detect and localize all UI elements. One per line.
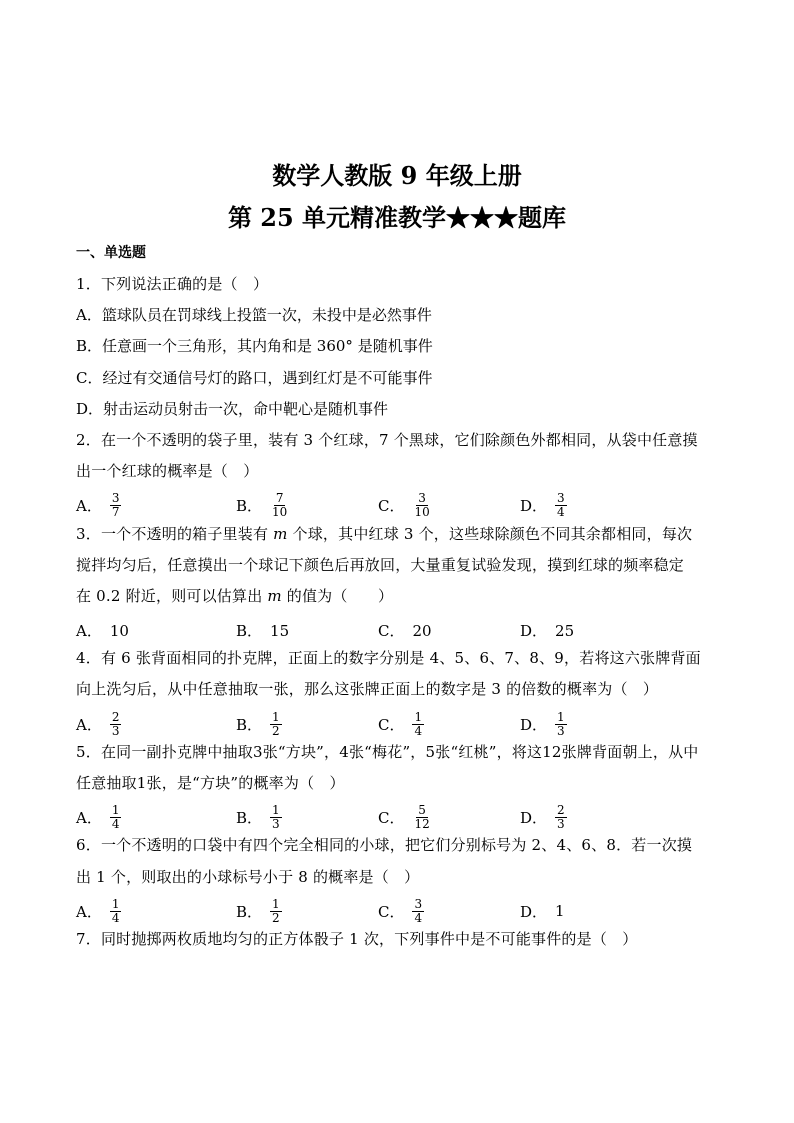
fraction: $\frac{3}{4}$ <box>414 896 423 925</box>
question-2-stem-line-1: 2．在一个不透明的袋子里，装有 3 个红球，7 个黑球，它们除颜色外都相同，从袋中任意摸 <box>76 430 698 449</box>
question-5-stem-line-1: 5．在同一副扑克牌中抽取3张“方块”，4张“梅花”，5张“红桃”，将这12张牌背面朝上，从中 <box>76 742 699 761</box>
question-3-option-a: A． 10 <box>76 621 129 641</box>
question-4-option-b: B． $\frac{1}{2}$ <box>236 709 280 738</box>
fraction: $\frac{1}{2}$ <box>272 896 280 925</box>
question-1-option-a: A．篮球队员在罚球线上投篮一次，未投中是必然事件 <box>76 306 432 325</box>
question-2-stem-line-2: 出一个红球的概率是（ ） <box>76 462 259 481</box>
question-3-option-c: C． 20 <box>378 621 432 641</box>
question-6-option-c: C． $\frac{3}{4}$ <box>378 896 423 925</box>
question-5-option-b: B． $\frac{1}{3}$ <box>236 803 280 832</box>
fraction: $\frac{3}{4}$ <box>557 491 565 520</box>
fraction: $\frac{5}{12}$ <box>414 803 430 832</box>
question-2-option-b: B． $\frac{7}{10}$ <box>236 491 288 520</box>
question-2-option-c: C． $\frac{3}{10}$ <box>378 491 430 520</box>
document-subtitle: 第 25 单元精准教学★★★题库 <box>227 203 567 232</box>
fraction: $\frac{1}{4}$ <box>111 896 120 925</box>
question-4-option-d: D． $\frac{1}{3}$ <box>520 709 565 738</box>
question-1-stem: 1．下列说法正确的是（ ） <box>76 275 269 293</box>
question-3-option-b: B． 15 <box>236 621 290 641</box>
question-6-option-a: A． $\frac{1}{4}$ <box>76 896 120 925</box>
question-5-option-a: A． $\frac{1}{4}$ <box>76 803 120 832</box>
fraction: $\frac{7}{10}$ <box>272 491 288 520</box>
fraction: $\frac{1}{4}$ <box>111 803 120 832</box>
question-4-option-a: A． $\frac{2}{3}$ <box>76 709 120 738</box>
fraction: $\frac{2}{3}$ <box>557 803 565 832</box>
question-6-stem-line-2: 出 1 个，则取出的小球标号小于 8 的概率是（ ） <box>76 867 420 886</box>
fraction: $\frac{3}{7}$ <box>111 491 120 520</box>
question-3-options <box>76 615 720 646</box>
question-3-stem-line-1: 3．一个不透明的箱子里装有 m 个球，其中红球 3 个，这些球除颜色不同其余都相同，每次 <box>76 524 693 543</box>
question-5-stem-line-2: 任意抽取1张，是“方块”的概率为（ ） <box>76 774 345 792</box>
fraction: $\frac{1}{2}$ <box>272 709 280 738</box>
question-1-option-b: B．任意画一个三角形，其内角和是 360° 是随机事件 <box>76 337 433 356</box>
question-3-option-d: D． 25 <box>520 621 575 641</box>
section-heading: 一、单选题 <box>76 245 146 261</box>
question-5-option-c: C． $\frac{5}{12}$ <box>378 803 430 832</box>
question-1-option-d: D．射击运动员射击一次，命中靶心是随机事件 <box>76 399 389 418</box>
question-2-option-a: A． $\frac{3}{7}$ <box>76 491 120 520</box>
question-4-options <box>76 709 720 740</box>
fraction: $\frac{3}{10}$ <box>414 491 430 520</box>
fraction: $\frac{1}{3}$ <box>272 803 280 832</box>
question-4-stem-line-1: 4．有 6 张背面相同的扑克牌，正面上的数字分别是 4、5、6、7、8、9，若将这六张牌背面 <box>76 649 701 668</box>
question-2-options <box>76 490 720 521</box>
fraction: $\frac{2}{3}$ <box>111 709 120 738</box>
question-3-stem-line-3: 在 0.2 附近，则可以估算出 m 的值为（ ） <box>76 586 394 605</box>
document-title: 数学人教版 9 年级上册 <box>272 161 522 190</box>
question-7-stem: 7．同时抛掷两枚质地均匀的正方体骰子 1 次，下列事件中是不可能事件的是（ ） <box>76 929 638 948</box>
question-list <box>76 272 720 958</box>
question-1-option-c: C．经过有交通信号灯的路口，遇到红灯是不可能事件 <box>76 368 433 387</box>
fraction: $\frac{1}{3}$ <box>557 709 565 738</box>
question-6-option-d: D． 1 <box>520 902 565 921</box>
question-5-option-d: D． $\frac{2}{3}$ <box>520 803 565 832</box>
fraction: $\frac{1}{4}$ <box>414 709 423 738</box>
question-6-options <box>76 896 720 927</box>
question-5-options <box>76 802 720 833</box>
question-3-stem-line-2: 搅拌均匀后，任意摸出一个球记下颜色后再放回，大量重复试验发现，摸到红球的频率稳定 <box>76 555 685 574</box>
question-4-stem-line-2: 向上洗匀后，从中任意抽取一张，那么这张牌正面上的数字是 3 的倍数的概率为（ ） <box>76 680 659 699</box>
question-4-option-c: C． $\frac{1}{4}$ <box>378 709 423 738</box>
question-6-stem-line-1: 6．一个不透明的口袋中有四个完全相同的小球，把它们分别标号为 2、4、6、8．若一次摸 <box>76 836 693 855</box>
question-6-option-b: B． $\frac{1}{2}$ <box>236 896 280 925</box>
question-2-option-d: D． $\frac{3}{4}$ <box>520 491 565 520</box>
